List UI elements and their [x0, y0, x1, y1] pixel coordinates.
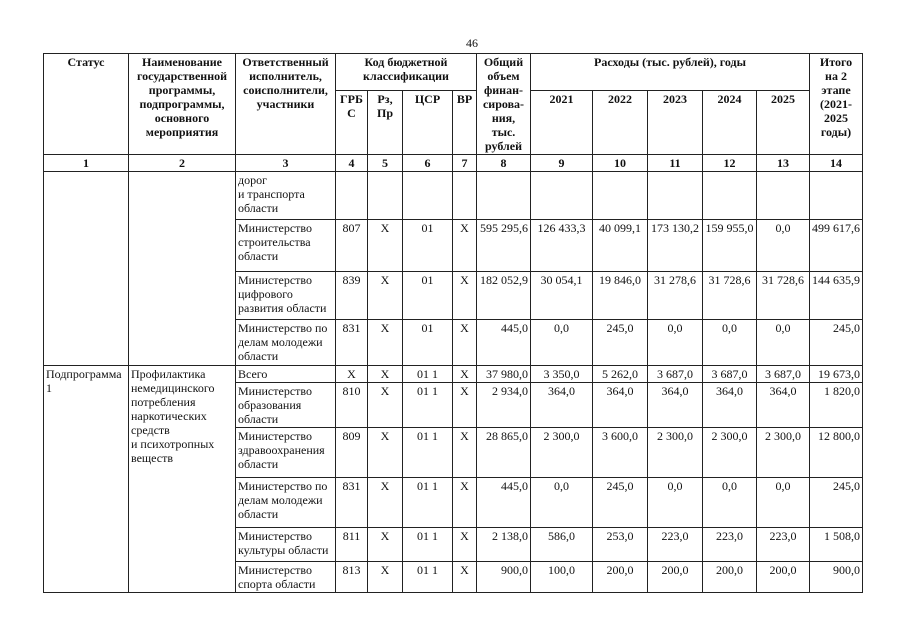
grbs-cell: 811 [336, 528, 368, 562]
column-number: 12 [703, 155, 757, 172]
stage-total-cell: 499 617,6 [810, 220, 863, 272]
grbs-cell: 809 [336, 428, 368, 478]
header-stage-total: Итого на 2 этапе (2021- 2025 годы) [810, 54, 863, 155]
vr-cell: Х [453, 428, 477, 478]
year-2021-cell: 586,0 [531, 528, 593, 562]
year-2022-cell: 3 600,0 [593, 428, 648, 478]
stage-total-cell: 144 635,9 [810, 272, 863, 320]
year-2024-cell: 3 687,0 [703, 366, 757, 383]
rzpr-cell: Х [368, 562, 403, 593]
budget-table [43, 53, 863, 593]
year-2022-cell: 245,0 [593, 320, 648, 366]
csr-cell: 01 1 [403, 428, 453, 478]
year-2025-cell: 31 728,6 [757, 272, 810, 320]
stage-total-cell: 19 673,0 [810, 366, 863, 383]
year-2023-cell: 364,0 [648, 383, 703, 428]
program-name-cell: Профилактика немедицинского потребления наркотических средств и психотропных веществ [129, 366, 236, 593]
year-2023-cell: 2 300,0 [648, 428, 703, 478]
table-row [44, 172, 863, 220]
year-2021-cell: 100,0 [531, 562, 593, 593]
vr-cell [453, 172, 477, 220]
program-name-cell [129, 172, 236, 366]
stage-total-cell [810, 172, 863, 220]
rzpr-cell: Х [368, 220, 403, 272]
year-2022-cell: 245,0 [593, 478, 648, 528]
column-number: 4 [336, 155, 368, 172]
year-2023-cell: 0,0 [648, 320, 703, 366]
year-2021-cell: 126 433,3 [531, 220, 593, 272]
vr-cell: Х [453, 478, 477, 528]
csr-cell: 01 1 [403, 562, 453, 593]
header-2023: 2023 [648, 90, 703, 154]
total-cell: 595 295,6 [477, 220, 531, 272]
csr-cell: 01 1 [403, 478, 453, 528]
executor-cell: Министерство по делам молодежи области [236, 478, 336, 528]
header-2025: 2025 [757, 90, 810, 154]
header-executor: Ответственный исполнитель, соисполнители, участники [236, 54, 336, 155]
year-2025-cell: 0,0 [757, 220, 810, 272]
year-2022-cell: 364,0 [593, 383, 648, 428]
year-2024-cell: 0,0 [703, 478, 757, 528]
vr-cell: Х [453, 528, 477, 562]
year-2023-cell: 223,0 [648, 528, 703, 562]
column-number-row [44, 155, 863, 172]
year-2022-cell: 40 099,1 [593, 220, 648, 272]
stage-total-cell: 12 800,0 [810, 428, 863, 478]
grbs-cell: Х [336, 366, 368, 383]
year-2022-cell: 253,0 [593, 528, 648, 562]
csr-cell: 01 1 [403, 383, 453, 428]
stage-total-cell: 1 508,0 [810, 528, 863, 562]
header-vr: ВР [453, 90, 477, 154]
year-2021-cell [531, 172, 593, 220]
column-number: 5 [368, 155, 403, 172]
csr-cell: 01 1 [403, 528, 453, 562]
column-number: 1 [44, 155, 129, 172]
vr-cell: Х [453, 562, 477, 593]
stage-total-cell: 900,0 [810, 562, 863, 593]
year-2021-cell: 0,0 [531, 478, 593, 528]
year-2023-cell [648, 172, 703, 220]
stage-total-cell: 245,0 [810, 478, 863, 528]
executor-cell: Министерство строительства области [236, 220, 336, 272]
year-2023-cell: 200,0 [648, 562, 703, 593]
header-grbs: ГРБ С [336, 90, 368, 154]
year-2024-cell: 159 955,0 [703, 220, 757, 272]
year-2021-cell: 2 300,0 [531, 428, 593, 478]
executor-cell: Министерство по делам молодежи области [236, 320, 336, 366]
column-number: 9 [531, 155, 593, 172]
vr-cell: Х [453, 320, 477, 366]
rzpr-cell: Х [368, 366, 403, 383]
year-2025-cell: 0,0 [757, 478, 810, 528]
total-cell: 2 934,0 [477, 383, 531, 428]
grbs-cell: 839 [336, 272, 368, 320]
year-2024-cell: 0,0 [703, 320, 757, 366]
grbs-cell: 831 [336, 478, 368, 528]
rzpr-cell: Х [368, 428, 403, 478]
year-2025-cell: 3 687,0 [757, 366, 810, 383]
vr-cell: Х [453, 383, 477, 428]
total-cell: 445,0 [477, 478, 531, 528]
year-2021-cell: 364,0 [531, 383, 593, 428]
header-total-volume: Общий объем финан- сирова- ния, тыс. рублей [477, 54, 531, 155]
header-2022: 2022 [593, 90, 648, 154]
year-2024-cell: 364,0 [703, 383, 757, 428]
executor-cell: Министерство здравоохранения области [236, 428, 336, 478]
total-cell: 182 052,9 [477, 272, 531, 320]
grbs-cell: 807 [336, 220, 368, 272]
rzpr-cell: Х [368, 478, 403, 528]
year-2025-cell: 200,0 [757, 562, 810, 593]
status-cell: Подпрограмма 1 [44, 366, 129, 593]
executor-cell: Министерство цифрового развития области [236, 272, 336, 320]
executor-cell: Министерство культуры области [236, 528, 336, 562]
total-cell [477, 172, 531, 220]
rzpr-cell: Х [368, 320, 403, 366]
column-number: 2 [129, 155, 236, 172]
header-status: Статус [44, 54, 129, 155]
executor-cell: дорог и транспорта области [236, 172, 336, 220]
year-2022-cell: 19 846,0 [593, 272, 648, 320]
column-number: 7 [453, 155, 477, 172]
column-number: 14 [810, 155, 863, 172]
total-cell: 37 980,0 [477, 366, 531, 383]
year-2025-cell: 364,0 [757, 383, 810, 428]
year-2021-cell: 0,0 [531, 320, 593, 366]
year-2025-cell: 223,0 [757, 528, 810, 562]
year-2025-cell: 0,0 [757, 320, 810, 366]
rzpr-cell: Х [368, 528, 403, 562]
year-2025-cell [757, 172, 810, 220]
csr-cell: 01 1 [403, 366, 453, 383]
header-name: Наименование государственной программы, подпрограммы, основного мероприятия [129, 54, 236, 155]
grbs-cell: 810 [336, 383, 368, 428]
grbs-cell [336, 172, 368, 220]
csr-cell: 01 [403, 320, 453, 366]
csr-cell: 01 [403, 272, 453, 320]
column-number: 6 [403, 155, 453, 172]
year-2023-cell: 173 130,2 [648, 220, 703, 272]
executor-cell: Всего [236, 366, 336, 383]
total-cell: 445,0 [477, 320, 531, 366]
year-2022-cell [593, 172, 648, 220]
rzpr-cell [368, 172, 403, 220]
year-2024-cell: 223,0 [703, 528, 757, 562]
total-cell: 2 138,0 [477, 528, 531, 562]
year-2023-cell: 3 687,0 [648, 366, 703, 383]
vr-cell: Х [453, 220, 477, 272]
year-2024-cell: 200,0 [703, 562, 757, 593]
column-number: 3 [236, 155, 336, 172]
vr-cell: Х [453, 272, 477, 320]
stage-total-cell: 1 820,0 [810, 383, 863, 428]
rzpr-cell: Х [368, 383, 403, 428]
status-cell [44, 172, 129, 366]
csr-cell: 01 [403, 220, 453, 272]
total-cell: 900,0 [477, 562, 531, 593]
grbs-cell: 831 [336, 320, 368, 366]
column-number: 11 [648, 155, 703, 172]
stage-total-cell: 245,0 [810, 320, 863, 366]
column-number: 13 [757, 155, 810, 172]
grbs-cell: 813 [336, 562, 368, 593]
year-2021-cell: 30 054,1 [531, 272, 593, 320]
year-2022-cell: 5 262,0 [593, 366, 648, 383]
header-expenses: Расходы (тыс. рублей), годы [531, 54, 810, 91]
year-2023-cell: 0,0 [648, 478, 703, 528]
csr-cell [403, 172, 453, 220]
total-cell: 28 865,0 [477, 428, 531, 478]
header-budget-code: Код бюджетной классификации [336, 54, 477, 91]
page-number: 46 [466, 36, 478, 50]
column-number: 10 [593, 155, 648, 172]
executor-cell: Министерство образования области [236, 383, 336, 428]
year-2024-cell: 31 728,6 [703, 272, 757, 320]
header-rzpr: Рз, Пр [368, 90, 403, 154]
year-2024-cell [703, 172, 757, 220]
table-row [44, 366, 863, 383]
year-2022-cell: 200,0 [593, 562, 648, 593]
header-csr: ЦСР [403, 90, 453, 154]
year-2023-cell: 31 278,6 [648, 272, 703, 320]
header-2024: 2024 [703, 90, 757, 154]
header-2021: 2021 [531, 90, 593, 154]
year-2021-cell: 3 350,0 [531, 366, 593, 383]
rzpr-cell: Х [368, 272, 403, 320]
vr-cell: Х [453, 366, 477, 383]
executor-cell: Министерство спорта области [236, 562, 336, 593]
year-2025-cell: 2 300,0 [757, 428, 810, 478]
year-2024-cell: 2 300,0 [703, 428, 757, 478]
column-number: 8 [477, 155, 531, 172]
